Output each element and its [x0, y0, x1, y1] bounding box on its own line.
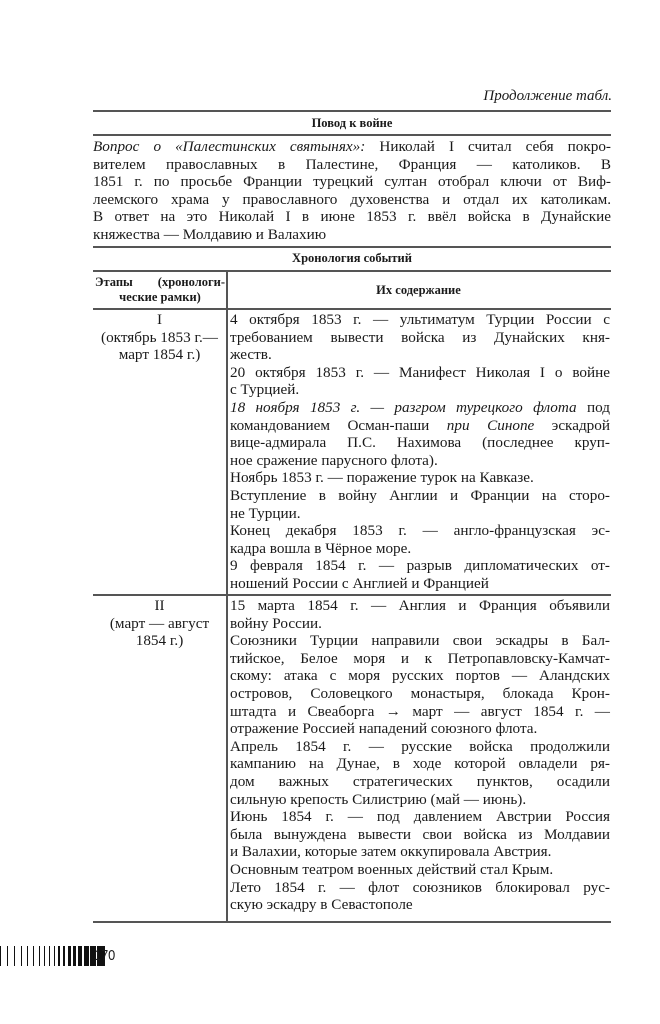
text-line — [230, 632, 610, 650]
divider — [93, 134, 611, 136]
text-line — [230, 667, 610, 685]
italic-text: 18 ноября 1853 г. — разгром турецкого флота — [230, 398, 577, 416]
text: Союзники Турции направили свои эскадры в Бал- — [230, 632, 610, 650]
text-line — [230, 522, 610, 540]
cause-text — [93, 138, 611, 244]
text-line — [230, 685, 610, 703]
marker-bar — [0, 946, 1, 966]
text: вителем православных в Палестине, Франция — католиков. В — [93, 155, 611, 173]
text: Николай I считал себя покро- — [365, 138, 611, 155]
marker-bar — [33, 946, 34, 966]
text: с Турцией. — [230, 381, 300, 399]
stage-cell — [93, 311, 226, 364]
text-line — [230, 417, 610, 435]
page-number: 170 — [94, 947, 116, 964]
text: отражение Россией нападений союзного флота. — [230, 720, 538, 738]
text: тийское, Белое моря и к Петропавловску-Камчат- — [230, 649, 610, 667]
text-line — [230, 557, 610, 575]
text-line — [230, 615, 610, 633]
text-line — [230, 329, 610, 347]
text: была вынуждена вывести свои войска из Молдавии — [230, 825, 610, 843]
text-line — [93, 226, 611, 244]
text: войну России. — [230, 614, 322, 632]
text: княжества — Молдавию и Валахию — [93, 225, 327, 243]
chronology-heading: Хронология событий — [292, 251, 412, 265]
marker-bar — [21, 946, 22, 966]
divider — [93, 594, 611, 596]
text: дом важных стратегических пунктов, осадили — [230, 772, 610, 790]
text: требованием вывести войска из Дунайских кня- — [230, 328, 610, 346]
text-line — [230, 364, 610, 382]
italic-text: при Синопе — [446, 416, 535, 434]
marker-bar — [84, 946, 89, 966]
text-line — [230, 597, 610, 615]
text-line — [230, 879, 610, 897]
marker-bar — [39, 946, 40, 966]
text-line — [230, 540, 610, 558]
text-line — [93, 138, 611, 156]
text: эскадрой — [534, 416, 610, 434]
text-line — [230, 896, 610, 914]
marker-bar — [68, 946, 71, 966]
text: и Валахии, которые затем оккупировала Австрия. — [230, 843, 552, 861]
text-line — [230, 720, 610, 738]
text: Основным театром военных действий стал Крым. — [230, 860, 554, 878]
divider — [93, 308, 611, 310]
text: Конец декабря 1853 г. — англо-французская эс- — [230, 522, 610, 540]
text-line — [230, 434, 610, 452]
content-column-header: Их содержание — [376, 283, 461, 297]
text: скую эскадру в Севастополе — [230, 896, 413, 914]
content-cell — [230, 597, 610, 914]
text: 20 октября 1853 г. — Манифест Николая I о войне — [230, 363, 610, 381]
text-line — [230, 738, 610, 756]
text: скому: атака с моря русских портов — Аландских — [230, 667, 610, 685]
cause-heading: Повод к войне — [311, 116, 393, 130]
text: В ответ на это Николай I в июне 1853 г. ввёл войска в Дунайские — [93, 208, 611, 226]
marker-bar — [54, 946, 55, 966]
text: 9 февраля 1854 г. — разрыв дипломатических от- — [230, 557, 610, 575]
text: ношений России с Англией и Францией — [230, 574, 489, 592]
text-line — [230, 575, 610, 593]
text: ное сражение парусного флота). — [230, 451, 438, 469]
text: 4 октября 1853 г. — ультиматум Турции России с — [230, 311, 610, 328]
text-line — [230, 755, 610, 773]
marker-bar — [14, 946, 15, 966]
text: леемского храма у православного духовенства и отдал их католикам. — [93, 190, 611, 208]
text: Лето 1854 г. — флот союзников блокировал рус- — [230, 878, 610, 896]
text-line — [230, 773, 610, 791]
text-line — [93, 173, 611, 191]
text-line — [230, 826, 610, 844]
text: Июнь 1854 г. — под давлением Австрии Россия — [230, 808, 610, 826]
text-line — [230, 808, 610, 826]
column-divider — [226, 270, 228, 922]
marker-bar — [49, 946, 50, 966]
text: вице-адмирала П.С. Нахимова (последнее круп- — [230, 434, 610, 452]
text-line — [230, 346, 610, 364]
text-line — [230, 861, 610, 879]
marker-bar — [27, 946, 28, 966]
italic-text: Вопрос о «Палестинских святынях»: — [93, 138, 366, 155]
text: Апрель 1854 г. — русские войска продолжили — [230, 737, 610, 755]
text-line — [230, 843, 610, 861]
text-line — [230, 505, 610, 523]
stage-line: (март — август — [109, 614, 210, 632]
text-line — [93, 208, 611, 226]
marker-bar — [78, 946, 82, 966]
marker-bar — [63, 946, 65, 966]
stage-line: 1854 г.) — [135, 632, 184, 650]
text: кадра вошла в Чёрное море. — [230, 539, 412, 557]
divider — [93, 270, 611, 272]
marker-bar — [44, 946, 45, 966]
stage-cell — [93, 597, 226, 650]
divider — [93, 921, 611, 923]
stage-column-header — [95, 275, 225, 305]
text: не Турции. — [230, 504, 301, 522]
text-line — [230, 791, 610, 809]
text-line — [230, 452, 610, 470]
marker-bar — [7, 946, 8, 966]
text: командованием Осман-паши — [230, 416, 447, 434]
text: штадта и Свеаборга → март — август 1854 г. — — [230, 702, 610, 720]
divider — [93, 246, 611, 248]
content-cell — [230, 311, 610, 593]
stage-header-line: ческие рамки) — [119, 290, 201, 304]
marker-bar — [73, 946, 76, 966]
text: жеств. — [230, 346, 272, 364]
text-line — [230, 469, 610, 487]
text-line — [230, 487, 610, 505]
text-line — [230, 311, 610, 329]
text: 1851 г. по просьбе Франции турецкий султан отобрал ключи от Виф- — [93, 173, 611, 191]
text-line — [93, 191, 611, 209]
text-line — [230, 650, 610, 668]
stage-line: I — [156, 311, 163, 328]
text: 15 марта 1854 г. — Англия и Франция объявили — [230, 597, 610, 614]
text-line — [230, 381, 610, 399]
text-line — [93, 156, 611, 174]
divider — [93, 110, 611, 112]
stage-header-line: Этапы (хронологи- — [95, 275, 225, 289]
text-line — [230, 399, 610, 417]
text-line — [230, 703, 610, 721]
text: кампанию на Дунае, в ходе которой овладели ря- — [230, 755, 610, 773]
page-edge-marker — [0, 946, 82, 966]
text: под — [576, 398, 610, 416]
stage-line: (октябрь 1853 г.— — [101, 328, 218, 346]
text: Вступление в войну Англии и Франции на сторо- — [230, 486, 610, 504]
continuation-label: Продолжение табл. — [483, 88, 612, 104]
text: Ноябрь 1853 г. — поражение турок на Кавказе. — [230, 469, 534, 487]
stage-line: март 1854 г.) — [118, 346, 201, 364]
text: сильную крепость Силистрию (май — июнь). — [230, 790, 527, 808]
stage-line: II — [154, 597, 165, 614]
text: островов, Соловецкого монастыря, блокада Крон- — [230, 684, 610, 702]
marker-bar — [58, 946, 60, 966]
